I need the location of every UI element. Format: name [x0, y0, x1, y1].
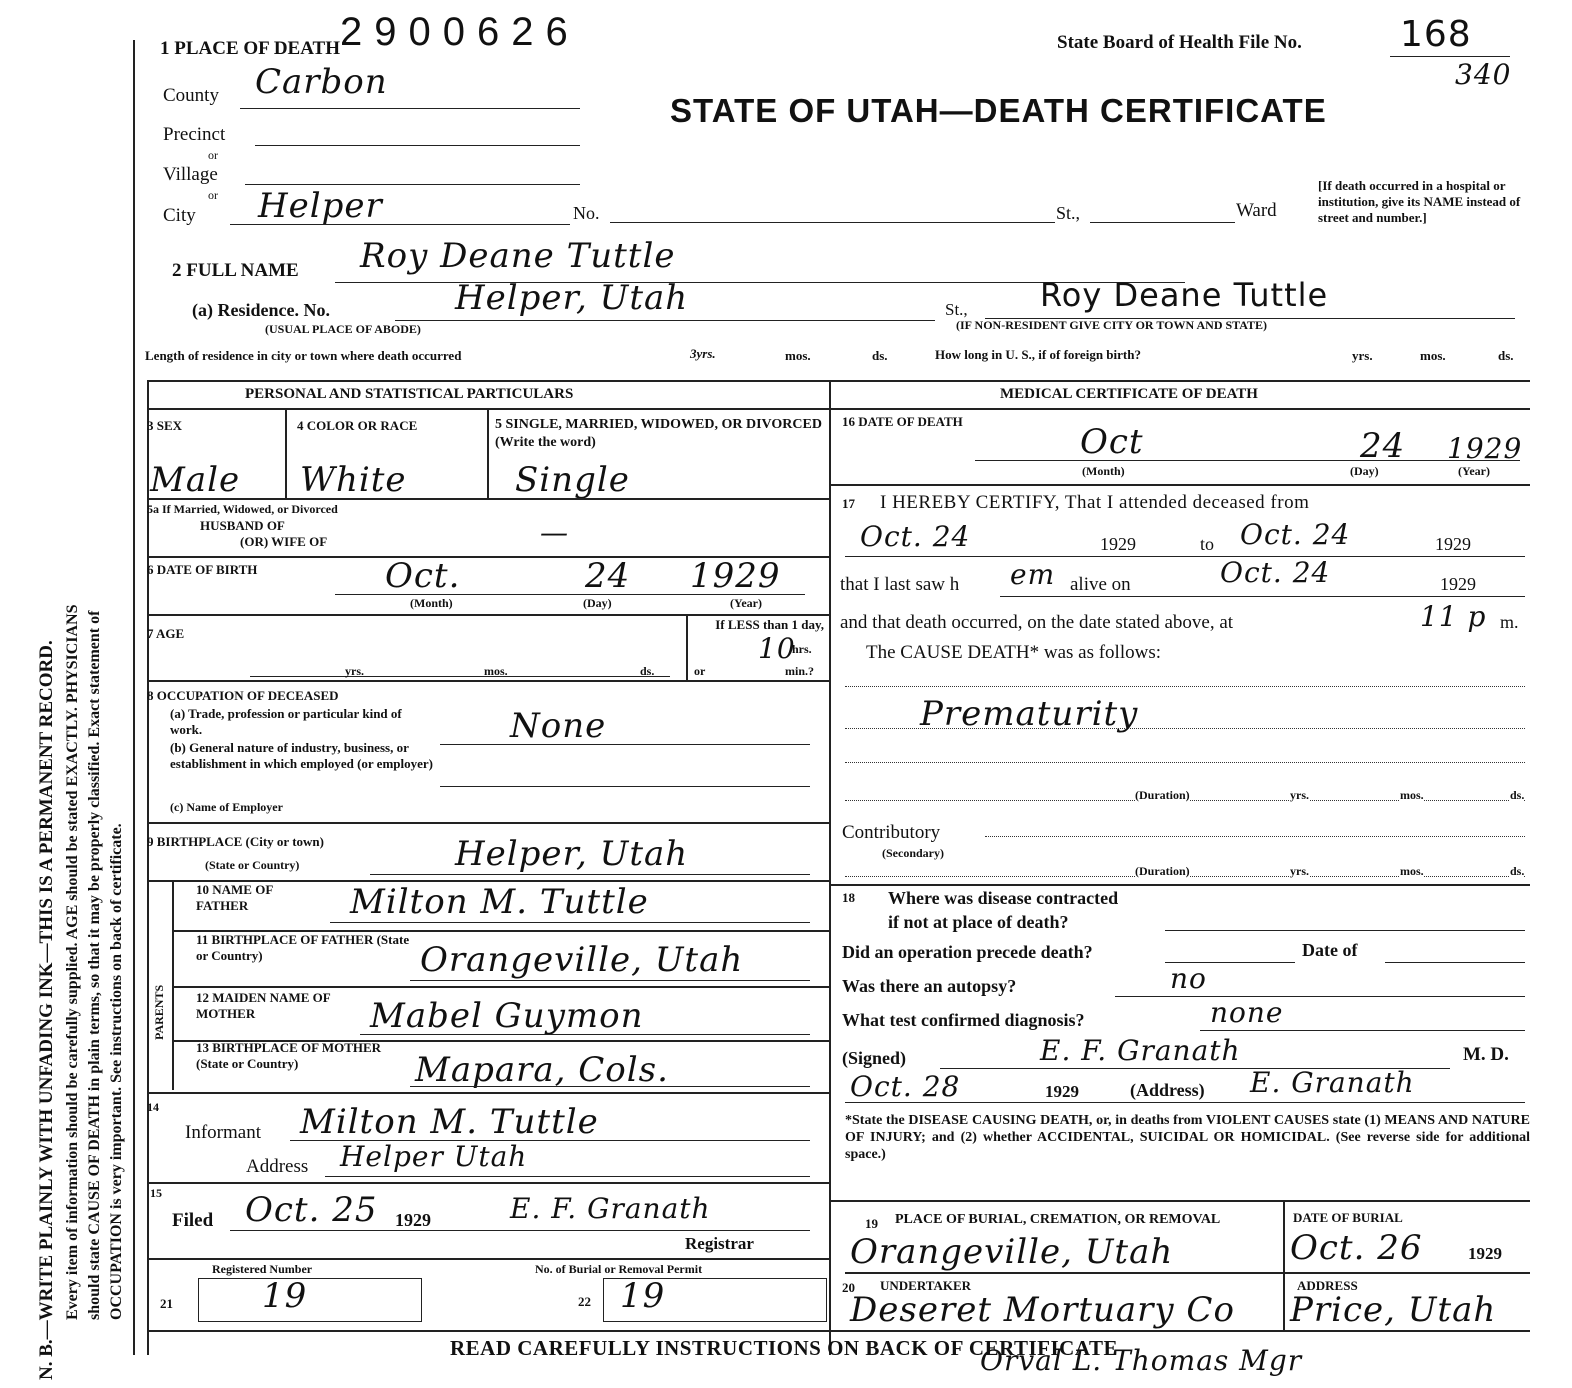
residence-line: [395, 320, 935, 321]
occurred-label: and that death occurred, on the date stated above, at: [840, 612, 1234, 633]
cause-line-3: [845, 762, 1525, 763]
dob-year-lbl: (Year): [730, 596, 762, 610]
cause-value: Prematurity: [920, 694, 1139, 734]
duration-lbl-2: (Duration): [1135, 864, 1190, 878]
dod-year-lbl: (Year): [1458, 464, 1490, 478]
file-no: 168: [1400, 14, 1472, 55]
alive-line: [1000, 596, 1525, 597]
last-saw-label: that I last saw h: [840, 574, 960, 595]
stamp-number: 2900626: [340, 10, 580, 54]
cause-label: The CAUSE DEATH* was as follows:: [866, 642, 1162, 663]
file-no-line: [1390, 56, 1510, 57]
medical-note: *State the DISEASE CAUSING DEATH, or, in deaths from VIOLENT CAUSES state (1) MEANS AND NATURE OF INJURY; and (2) whether ACCIDENTAL, SUICIDAL OR HOMICIDAL. (See reverse side for additional space.): [845, 1113, 1530, 1162]
dob-month: Oct.: [385, 556, 461, 596]
city-label: City: [163, 205, 196, 226]
non-resident-label: (IF NON-RESIDENT GIVE CITY OR TOWN AND STATE): [956, 318, 1268, 332]
village-line: [245, 184, 580, 185]
registrar-label: Registrar: [685, 1234, 754, 1253]
sidebar-line-2: Every item of information should be carefully supplied. AGE should be stated EXACTLY. PHYSICIANS: [64, 604, 81, 1320]
file-no-2: 340: [1455, 58, 1512, 91]
duration-yrs-1: yrs.: [1290, 788, 1309, 802]
min-lbl: min.?: [785, 664, 815, 678]
birthplace-value: Helper, Utah: [455, 834, 689, 874]
signed-date: Oct. 28: [850, 1070, 961, 1103]
father-bp-line: [410, 980, 810, 981]
mother-label: 12 MAIDEN NAME OF MOTHER: [196, 990, 331, 1021]
address-line: [325, 1176, 810, 1177]
father-bp-label: 11 BIRTHPLACE OF FATHER (State or Country): [196, 932, 410, 963]
burial-label: PLACE OF BURIAL, CREMATION, OR REMOVAL: [895, 1212, 1221, 1227]
form-left-border: [147, 380, 149, 1355]
dob-label: 6 DATE OF BIRTH: [147, 562, 258, 577]
permit-num: 22: [578, 1294, 591, 1309]
date-of-label: Date of: [1302, 940, 1358, 960]
filed-label: Filed: [172, 1210, 214, 1231]
father-line: [330, 922, 810, 923]
hrs-lbl: hrs.: [792, 642, 812, 656]
length-mos: mos.: [785, 348, 811, 363]
residence-value: Helper, Utah: [455, 278, 689, 318]
father-value: Milton M. Tuttle: [350, 882, 649, 922]
mother-bp-label: 13 BIRTHPLACE OF MOTHER (State or Country): [196, 1040, 382, 1071]
duration-lbl-1: (Duration): [1135, 788, 1190, 802]
informant-num: 14: [147, 1100, 159, 1114]
or-lbl: or: [694, 664, 706, 678]
certify-to-lbl: to: [1200, 534, 1215, 554]
age-divider: [686, 614, 688, 680]
birthplace-label: 9 BIRTHPLACE (City or town): [147, 834, 324, 849]
occupation-value: None: [510, 706, 607, 746]
age-yrs: yrs.: [345, 664, 364, 678]
alive-year: 1929: [1440, 574, 1476, 594]
county-value: Carbon: [255, 62, 388, 102]
certificate-title: STATE OF UTAH—DEATH CERTIFICATE: [670, 92, 1327, 129]
length-ds: ds.: [872, 348, 888, 363]
q18-line: [1165, 930, 1525, 931]
row-burial-bottom: [845, 1272, 1530, 1274]
q18-num: 18: [842, 890, 855, 905]
row-informant-bottom: [147, 1182, 829, 1184]
dob-day: 24: [585, 556, 631, 596]
place-of-death-label: 1 PLACE OF DEATH: [160, 38, 340, 59]
undertaker-label: UNDERTAKER: [880, 1278, 972, 1293]
row-cause-bottom: [829, 884, 1530, 886]
sex-value: Male: [150, 460, 241, 500]
occupation-a: (a) Trade, profession or particular kind of work.: [170, 706, 402, 737]
registrar-signature: E. F. Granath: [510, 1192, 711, 1225]
county-line: [240, 108, 580, 109]
q18-label: Where was disease contracted: [888, 888, 1119, 908]
und-address-label: ADDRESS: [1297, 1278, 1358, 1293]
certify-line: [845, 556, 1525, 557]
hospital-note: [If death occurred in a hospital or institution, give its NAME instead of street and number.]: [1318, 178, 1521, 225]
how-long-mos: mos.: [1420, 348, 1446, 363]
q18b-label: if not at place of death?: [888, 912, 1069, 932]
row-filed-bottom: [147, 1258, 829, 1260]
test-label: What test confirmed diagnosis?: [842, 1010, 1085, 1030]
row-dod-bottom: [829, 484, 1530, 486]
medical-heading: MEDICAL CERTIFICATE OF DEATH: [1000, 386, 1258, 402]
reg-number-value: 19: [262, 1276, 308, 1316]
duration-ds-2: ds.: [1510, 864, 1525, 878]
city-value: Helper: [258, 186, 383, 226]
duration-mos-1: mos.: [1400, 788, 1424, 802]
secondary-label: (Secondary): [882, 846, 944, 860]
less-than-label: If LESS than 1 day,: [715, 617, 824, 632]
duration-ds-1: ds.: [1510, 788, 1525, 802]
how-long-yrs: yrs.: [1352, 348, 1373, 363]
test-line: [1200, 1030, 1525, 1031]
occupation-label: 8 OCCUPATION OF DECEASED: [147, 688, 339, 703]
medical-address-line: [845, 1102, 1525, 1103]
autopsy-value: no: [1170, 962, 1207, 995]
duration-yrs-2: yrs.: [1290, 864, 1309, 878]
printed-name-stamp: Roy Deane Tuttle: [1040, 276, 1329, 314]
occupation-line: [440, 744, 810, 745]
filed-num: 15: [150, 1186, 162, 1200]
hrs-value: 10: [758, 632, 796, 665]
sidebar-line-1: N. B.—WRITE PLAINLY WITH UNFADING INK—THIS IS A PERMANENT RECORD.: [36, 640, 57, 1380]
certify-from: Oct. 24: [860, 520, 971, 553]
sidebar-line-4: OCCUPATION is very important. See instructions on back of certificate.: [108, 823, 125, 1320]
reg-number-box: [198, 1278, 422, 1322]
signed-value: E. F. Granath: [1040, 1034, 1241, 1067]
mother-bp-line: [410, 1086, 810, 1087]
or-label-2: or: [208, 188, 218, 202]
operation-label: Did an operation precede death?: [842, 942, 1093, 962]
length-residence-label: Length of residence in city or town where death occurred: [145, 348, 462, 363]
informant-label: Informant: [185, 1122, 261, 1143]
address-value: Helper Utah: [340, 1140, 528, 1173]
footer-instructions: READ CAREFULLY INSTRUCTIONS ON BACK OF CERTIFICATE: [450, 1336, 1118, 1360]
autopsy-label: Was there an autopsy?: [842, 976, 1017, 996]
mother-value: Mabel Guymon: [370, 996, 644, 1036]
occupation-b: (b) General nature of industry, business, or establishment in which employed (or employer): [170, 740, 433, 771]
sex-label: 3 SEX: [147, 418, 183, 433]
row-note-bottom: [829, 1200, 1530, 1202]
alive-date: Oct. 24: [1220, 556, 1331, 589]
ward-label: Ward: [1236, 200, 1277, 221]
md-label: M. D.: [1463, 1044, 1509, 1065]
row-sex-bottom: [147, 498, 829, 500]
autopsy-line: [1115, 996, 1525, 997]
alive-on-label: alive on: [1070, 574, 1131, 595]
usual-place-label: (USUAL PLACE OF ABODE): [265, 322, 421, 336]
mother-bp-value: Mapara, Cols.: [415, 1050, 669, 1090]
cause-line-2: [845, 728, 1525, 729]
no-line: [610, 222, 1055, 223]
dod-day: 24: [1360, 426, 1406, 466]
dod-label: 16 DATE OF DEATH: [842, 414, 963, 429]
dob-line: [335, 594, 805, 595]
spouse-label-c: (OR) WIFE OF: [240, 534, 328, 549]
undertaker-num: 20: [842, 1280, 855, 1295]
birthplace-state-lbl: (State or Country): [205, 858, 300, 872]
age-line: [250, 676, 670, 677]
medical-address: E. Granath: [1250, 1066, 1415, 1099]
dod-month: Oct: [1080, 422, 1144, 462]
age-mos: mos.: [484, 664, 508, 678]
filed-line: [230, 1230, 810, 1231]
row-mother-bp-bottom: [147, 1092, 829, 1094]
precinct-label: Precinct: [163, 124, 226, 145]
age-ds: ds.: [640, 664, 655, 678]
full-name-label: 2 FULL NAME: [172, 260, 299, 281]
dob-month-lbl: (Month): [410, 596, 453, 610]
center-divider: [829, 380, 831, 1355]
death-time: 11 p: [1420, 600, 1487, 633]
und-address-value: Price, Utah: [1290, 1290, 1497, 1330]
how-long-ds: ds.: [1498, 348, 1514, 363]
signed-year: 1929: [1045, 1082, 1079, 1101]
row-occupation-bottom: [147, 822, 829, 824]
dod-day-lbl: (Day): [1350, 464, 1379, 478]
filed-year: 1929: [395, 1210, 431, 1230]
permit-label: No. of Burial or Removal Permit: [535, 1262, 703, 1276]
signed-label: (Signed): [842, 1048, 907, 1068]
occupation-c: (c) Name of Employer: [170, 800, 283, 814]
marital-label: 5 SINGLE, MARRIED, WIDOWED, OR DIVORCED (Write the word): [495, 417, 822, 450]
marital-value: Single: [515, 460, 630, 500]
sex-divider: [285, 408, 287, 498]
undertaker-signature: Orval L. Thomas Mgr: [980, 1344, 1303, 1377]
row-age-bottom: [147, 680, 829, 682]
birthplace-line: [370, 874, 810, 875]
permit-value: 19: [620, 1276, 666, 1316]
address-lbl-medical: (Address): [1130, 1080, 1205, 1100]
certify-to-year: 1929: [1435, 534, 1471, 554]
city-line: [230, 224, 570, 225]
contributory-label: Contributory: [842, 822, 941, 843]
color-label: 4 COLOR OR RACE: [297, 418, 418, 433]
dob-year: 1929: [690, 556, 781, 596]
burial-date-label: DATE OF BURIAL: [1293, 1210, 1403, 1225]
father-label: 10 NAME OF FATHER: [196, 882, 273, 913]
reg-number-num: 21: [160, 1296, 173, 1311]
informant-value: Milton M. Tuttle: [300, 1102, 599, 1142]
filed-date: Oct. 25: [245, 1190, 378, 1230]
precinct-line: [255, 145, 580, 146]
section-top-border: [147, 380, 1530, 382]
row-father-bp-bottom: [172, 986, 829, 988]
burial-num: 19: [865, 1216, 878, 1231]
full-name-value: Roy Deane Tuttle: [360, 236, 676, 276]
residence-label: (a) Residence. No.: [192, 300, 330, 320]
test-value: none: [1210, 996, 1284, 1029]
cause-line-1: [845, 686, 1525, 687]
certify-text: I HEREBY CERTIFY, That I attended deceased from: [880, 492, 1310, 513]
dod-line: [975, 460, 1520, 461]
reg-number-label: Registered Number: [212, 1262, 313, 1276]
form-bottom-border: [147, 1330, 1530, 1332]
spouse-value: —: [540, 516, 569, 549]
m-label: m.: [1500, 612, 1519, 632]
father-bp-value: Orangeville, Utah: [420, 940, 744, 980]
dob-day-lbl: (Day): [583, 596, 612, 610]
certify-from-year: 1929: [1100, 534, 1136, 554]
spouse-label-b: HUSBAND OF: [200, 518, 285, 533]
spouse-label-a: 5a If Married, Widowed, or Divorced: [147, 502, 338, 516]
duration-mos-2: mos.: [1400, 864, 1424, 878]
left-border: [133, 40, 135, 1355]
date-of-line: [1385, 962, 1525, 963]
st-label: St.,: [1056, 203, 1081, 223]
st-line: [1090, 222, 1235, 223]
parents-label: PARENTS: [152, 984, 166, 1040]
occupation-line-2: [440, 786, 810, 787]
residence-st-label: St.,: [945, 300, 968, 319]
undertaker-value: Deseret Mortuary Co: [850, 1290, 1235, 1330]
color-value: White: [300, 460, 407, 500]
mother-line: [360, 1034, 810, 1035]
burial-value: Orangeville, Utah: [850, 1232, 1174, 1272]
village-label: Village: [163, 164, 218, 185]
contributory-line-1: [985, 836, 1525, 837]
file-no-label: State Board of Health File No.: [1057, 32, 1302, 53]
medical-heading-underline: [829, 408, 1530, 410]
certify-num: 17: [842, 496, 855, 511]
burial-divider: [1283, 1200, 1285, 1330]
dod-year: 1929: [1447, 432, 1523, 465]
no-label: No.: [573, 203, 600, 223]
address-label: Address: [246, 1156, 309, 1177]
burial-year: 1929: [1468, 1244, 1502, 1263]
burial-date: Oct. 26: [1290, 1228, 1423, 1268]
county-label: County: [163, 85, 219, 106]
last-saw-value: em: [1010, 558, 1056, 591]
dod-month-lbl: (Month): [1082, 464, 1125, 478]
age-label: 7 AGE: [147, 626, 185, 641]
color-divider: [487, 408, 489, 498]
certify-to: Oct. 24: [1240, 518, 1351, 551]
parents-left: [172, 880, 174, 1090]
or-label-1: or: [208, 148, 218, 162]
length-residence-value: 3yrs.: [690, 346, 716, 361]
personal-heading: PERSONAL AND STATISTICAL PARTICULARS: [245, 386, 574, 402]
how-long-label: How long in U. S., if of foreign birth?: [935, 347, 1141, 362]
sidebar-line-3: should state CAUSE OF DEATH in plain terms, so that it may be properly classified. Exact statement of: [86, 610, 103, 1320]
